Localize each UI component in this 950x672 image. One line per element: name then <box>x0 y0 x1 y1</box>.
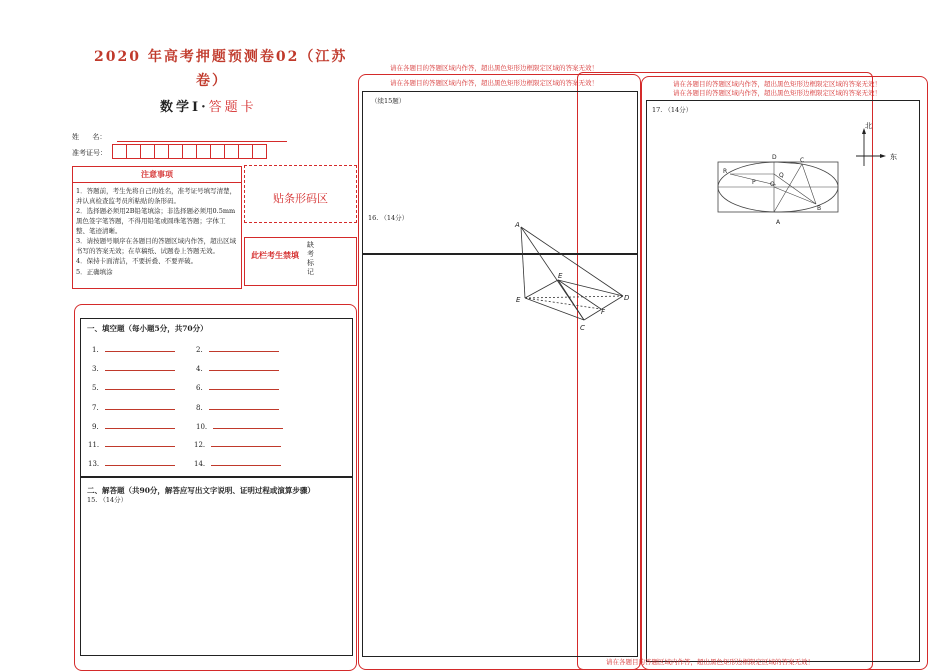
edge-e2e <box>525 280 558 298</box>
edge-ae <box>521 227 525 298</box>
notes-heading: 注意事项 <box>73 167 241 183</box>
note-line: 4．保持卡面清洁，不要折叠、不要弄破。 <box>76 257 198 266</box>
warning-top-2: 请在各题目的答题区域内作答，超出黑色矩形边框限定区域的答案无效！ <box>390 79 598 87</box>
label-a: A <box>776 219 781 226</box>
blank-8[interactable]: 8. <box>196 401 279 412</box>
id-label: 准考证号： <box>72 149 107 157</box>
title-line1: 2020 年高考押题预测卷02（江苏 <box>94 49 348 65</box>
label-d: D <box>624 294 630 302</box>
label-e-top: E <box>558 272 563 280</box>
title-line2: 卷） <box>196 73 228 89</box>
answer-box-15[interactable] <box>80 476 353 656</box>
section2-heading: 二、解答题（共90分，解答应写出文字说明、证明过程或演算步骤） <box>87 486 315 495</box>
label-d: D <box>772 154 777 161</box>
note-line: 2．选择题必须用2B铅笔填涂；非选择题必须用0.5mm黑色签字笔答题，不得用铅笔或圆珠笔答题；字体工整、笔迹清晰。 <box>76 207 236 236</box>
edge-ad <box>521 227 623 296</box>
note-line: 3．请按题号顺序在各题目的答题区域内作答，超出区域书写的答案无效；在草稿纸、试题卷上答题无效。 <box>76 237 237 256</box>
east-arrow-icon <box>880 154 886 158</box>
absent-box <box>244 237 357 286</box>
label-f: F <box>601 308 606 316</box>
blank-13[interactable]: 13. <box>88 457 175 468</box>
card-subtitle <box>160 96 257 115</box>
north-label: 北 <box>865 122 872 130</box>
label-c: C <box>580 324 585 332</box>
label-o: O <box>770 181 775 188</box>
blank-6[interactable]: 6. <box>196 381 279 392</box>
fill-in-box <box>80 318 353 478</box>
cont-label: （续15题） <box>371 97 406 105</box>
absent-mark[interactable]: 缺考标记 <box>307 241 314 276</box>
blank-7[interactable]: 7. <box>92 401 175 412</box>
label-p: P <box>752 179 756 186</box>
blank-12[interactable]: 12. <box>194 438 281 449</box>
id-number-grid[interactable] <box>112 144 266 163</box>
note-line: 5．正确填涂 <box>76 267 113 276</box>
name-label: 姓 名： <box>72 133 107 141</box>
edge-e2c <box>558 280 584 320</box>
edge-ed <box>525 296 623 298</box>
warning-bottom: 请在各题目的答题区域内作答，超出黑色矩形边框限定区域的答案无效！ <box>606 658 814 666</box>
blank-2[interactable]: 2. <box>196 343 279 354</box>
warning-col3-1: 请在各题目的答题区域内作答，超出黑色矩形边框限定区域的答案无效！ <box>673 80 881 88</box>
label-b: B <box>817 205 822 212</box>
warning-top-1: 请在各题目的答题区域内作答，超出黑色矩形边框限定区域的答案无效！ <box>390 64 598 72</box>
label-e: E <box>516 296 521 304</box>
q15-label: 15. （14分） <box>87 496 128 504</box>
east-label: 东 <box>890 153 897 161</box>
barcode-area <box>244 165 357 223</box>
edge-ec <box>525 298 584 320</box>
blank-9[interactable]: 9. <box>92 420 175 431</box>
blank-3[interactable]: 3. <box>92 362 175 373</box>
barcode-label: 贴条形码区 <box>273 192 328 205</box>
section1-heading: 一、填空题（每小题5分，共70分） <box>87 324 208 333</box>
notes-box <box>72 166 242 289</box>
blank-4[interactable]: 4. <box>196 362 279 373</box>
q17-figure <box>716 152 842 228</box>
label-c: C <box>800 157 805 164</box>
blank-10[interactable]: 10. <box>196 420 283 431</box>
edge-e2f <box>558 280 601 309</box>
blank-1[interactable]: 1. <box>92 343 175 354</box>
label-q: Q <box>779 172 784 179</box>
q16-label: 16. （14分） <box>368 214 409 222</box>
subtitle-black: 数学Ⅰ· <box>160 100 209 115</box>
note-line: 1．答题前，考生先将自己的姓名，准考证号填写清楚，并认真检查监考员所粘贴的条形码。 <box>76 187 237 206</box>
warning-col3-2: 请在各题目的答题区域内作答，超出黑色矩形边框限定区域的答案无效！ <box>673 89 881 97</box>
q17-label: 17. （14分） <box>652 106 693 114</box>
absent-label: 此栏考生禁填 <box>251 250 299 260</box>
blank-14[interactable]: 14. <box>194 457 281 468</box>
q16-figure <box>510 218 632 338</box>
notes-body <box>73 183 241 280</box>
label-r: R <box>723 168 728 175</box>
label-a: A <box>515 221 520 229</box>
edge-ef <box>525 298 601 309</box>
subtitle-red: 答题卡 <box>208 100 257 115</box>
blank-11[interactable]: 11. <box>88 438 175 449</box>
name-field[interactable] <box>117 141 287 142</box>
edge-e2d <box>558 280 623 296</box>
compass-figure <box>852 118 900 170</box>
blank-5[interactable]: 5. <box>92 381 175 392</box>
